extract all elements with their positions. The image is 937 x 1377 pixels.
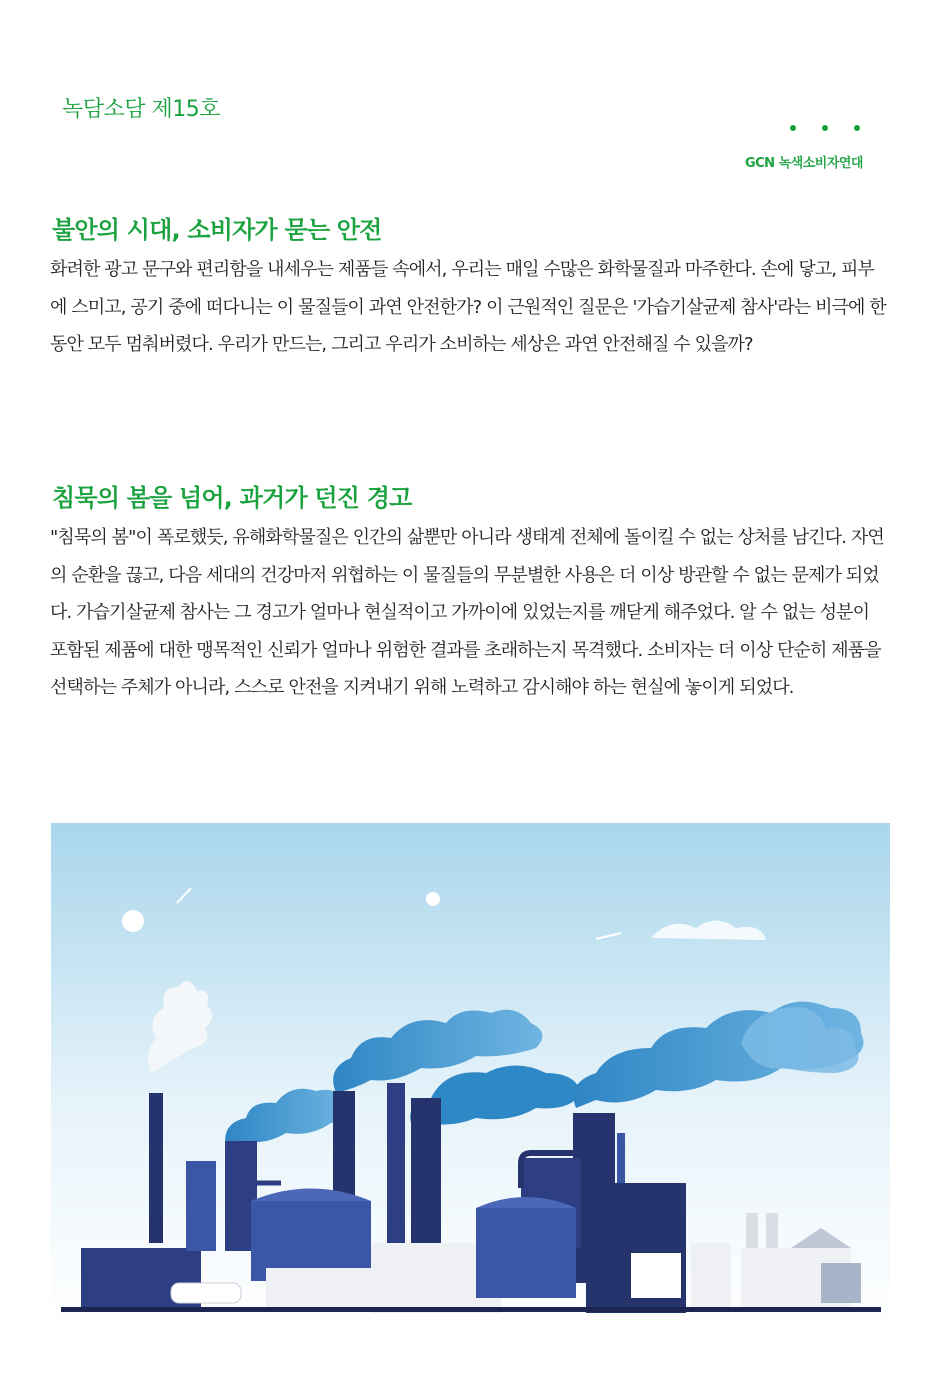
decorative-dots (790, 125, 860, 133)
dot-icon (790, 125, 796, 131)
section-body: "침묵의 봄"이 폭로했듯, 유해화학물질은 인간의 삶뿐만 아니라 생태계 전체에 돌이킬 수 없는 상처를 남긴다. 자연의 순환을 끊고, 다음 세대의 건강마저 위협하는 이 물질들의 무분별한 사용은 더 이상 방관할 수 없는 문제가 되었다. 가습기살균제 참사는 그 경고가 얼마나 현실적이고 가까이에 있었는지를 깨닫게 해주었다. 알 수 없는 성분이 포함된 제품에 대한 맹목적인 신뢰가 얼마나 위험한 결과를 초래하는지 목격했다. 소비자는 더 이상 단순히 제품을 선택하는 주체가 아니라, 스스로 안전을 지켜내기 위해 노력하고 감시해야 하는 현실에 놓이게 되었다. (50, 527, 884, 698)
section-body: 화려한 광고 문구와 편리함을 내세우는 제품들 속에서, 우리는 매일 수많은 화학물질과 마주한다. 손에 닿고, 피부에 스미고, 공기 중에 떠다니는 이 물질들이 과연 안전한가? 이 근원적인 질문은 '가습기살균제 참사'라는 비극에 한동안 모두 멈춰버렸다. 우리가 만드는, 그리고 우리가 소비하는 세상은 과연 안전해질 수 있을까? (50, 259, 886, 355)
factory-smokestacks-illustration (51, 823, 890, 1328)
organization-name: GCN 녹색소비자연대 (744, 156, 863, 171)
section-title: 침묵의 봄을 넘어, 과거가 던진 경고 (52, 484, 412, 512)
dot-icon (854, 125, 860, 131)
factory-illustration (51, 823, 890, 1328)
issue-label: 녹담소담 제15호 (62, 97, 220, 122)
section-title: 불안의 시대, 소비자가 묻는 안전 (52, 216, 382, 244)
section-silent-spring (50, 478, 890, 707)
section-anxiety (50, 210, 890, 364)
dot-icon (822, 125, 828, 131)
